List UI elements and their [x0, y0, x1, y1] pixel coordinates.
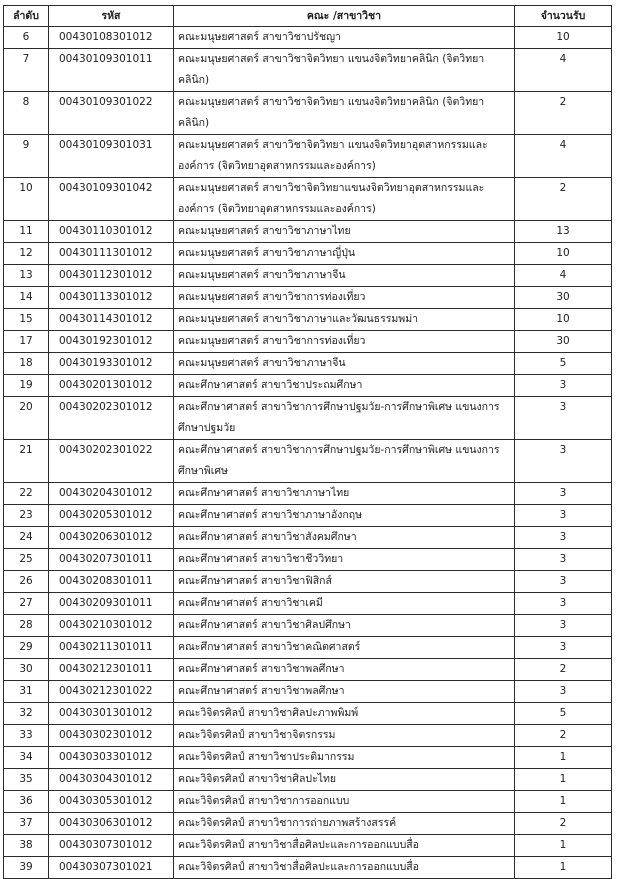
table-cell-faculty: คณะมนุษยศาสตร์ สาขาวิชาจิตวิทยา แขนงจิตวิทยาอุตสาหกรรมและองค์การ (จิตวิทยาอุตสาหกรรมและองค์การ) [174, 135, 515, 178]
table-cell-code: 00430209301011 [49, 593, 174, 615]
table-cell-code: 00430114301012 [49, 309, 174, 331]
table-cell-no: 20 [4, 397, 49, 440]
table-cell-no: 7 [4, 49, 49, 92]
table-cell-code: 00430108301012 [49, 27, 174, 49]
table-cell-seats: 3 [515, 549, 612, 571]
table-row [4, 397, 612, 440]
table-cell-no: 27 [4, 593, 49, 615]
table-cell-faculty: คณะวิจิตรศิลป์ สาขาวิชาสื่อศิลปะและการออกแบบสื่อ [174, 835, 515, 857]
table-cell-faculty: คณะศึกษาศาสตร์ สาขาวิชาภาษาอังกฤษ [174, 505, 515, 527]
table-cell-faculty: คณะวิจิตรศิลป์ สาขาวิชาสื่อศิลปะและการออกแบบสื่อ [174, 857, 515, 879]
table-row [4, 505, 612, 527]
table-cell-no: 14 [4, 287, 49, 309]
table-cell-seats: 1 [515, 835, 612, 857]
header-seats: จำนวนรับ [515, 6, 612, 27]
header-faculty: คณะ /สาขาวิชา [174, 6, 515, 27]
table-cell-seats: 1 [515, 747, 612, 769]
table-cell-no: 36 [4, 791, 49, 813]
header-code: รหัส [49, 6, 174, 27]
table-cell-no: 15 [4, 309, 49, 331]
table-row [4, 835, 612, 857]
table-row [4, 857, 612, 879]
table-row [4, 527, 612, 549]
table-cell-code: 00430206301012 [49, 527, 174, 549]
table-row [4, 243, 612, 265]
table-cell-no: 24 [4, 527, 49, 549]
table-cell-faculty: คณะวิจิตรศิลป์ สาขาวิชาจิตรกรรม [174, 725, 515, 747]
table-cell-faculty: คณะศึกษาศาสตร์ สาขาวิชาประถมศึกษา [174, 375, 515, 397]
table-cell-code: 00430307301012 [49, 835, 174, 857]
table-cell-faculty: คณะมนุษยศาสตร์ สาขาวิชาภาษาจีน [174, 265, 515, 287]
table-cell-seats: 4 [515, 135, 612, 178]
table-cell-faculty: คณะมนุษยศาสตร์ สาขาวิชาจิตวิทยา แขนงจิตวิทยาคลินิก (จิตวิทยาคลินิก) [174, 92, 515, 135]
table-cell-faculty: คณะมนุษยศาสตร์ สาขาวิชาภาษาญี่ปุ่น [174, 243, 515, 265]
table-row [4, 703, 612, 725]
table-cell-code: 00430211301011 [49, 637, 174, 659]
table-row [4, 309, 612, 331]
table-cell-seats: 30 [515, 287, 612, 309]
table-cell-no: 35 [4, 769, 49, 791]
table-cell-faculty: คณะวิจิตรศิลป์ สาขาวิชาการถ่ายภาพสร้างสรรค์ [174, 813, 515, 835]
table-cell-faculty: คณะมนุษยศาสตร์ สาขาวิชาภาษาจีน [174, 353, 515, 375]
table-row [4, 659, 612, 681]
table-cell-faculty: คณะศึกษาศาสตร์ สาขาวิชาภาษาไทย [174, 483, 515, 505]
table-cell-no: 25 [4, 549, 49, 571]
table-cell-code: 00430109301022 [49, 92, 174, 135]
table-cell-faculty: คณะมนุษยศาสตร์ สาขาวิชาภาษาและวัฒนธรรมพม่า [174, 309, 515, 331]
table-cell-seats: 30 [515, 331, 612, 353]
table-cell-no: 17 [4, 331, 49, 353]
table-cell-seats: 5 [515, 703, 612, 725]
table-cell-faculty: คณะวิจิตรศิลป์ สาขาวิชาประติมากรรม [174, 747, 515, 769]
table-cell-code: 00430305301012 [49, 791, 174, 813]
table-cell-seats: 3 [515, 615, 612, 637]
table-cell-code: 00430109301011 [49, 49, 174, 92]
table-cell-faculty: คณะมนุษยศาสตร์ สาขาวิชาจิตวิทยาแขนงจิตวิทยาอุตสาหกรรมและองค์การ (จิตวิทยาอุตสาหกรรมและองค์การ) [174, 178, 515, 221]
table-cell-seats: 1 [515, 791, 612, 813]
table-cell-code: 00430303301012 [49, 747, 174, 769]
table-cell-no: 34 [4, 747, 49, 769]
table-cell-no: 30 [4, 659, 49, 681]
table-cell-seats: 3 [515, 440, 612, 483]
table-cell-no: 9 [4, 135, 49, 178]
table-row [4, 178, 612, 221]
table-row [4, 615, 612, 637]
header-no: ลำดับ [4, 6, 49, 27]
table-cell-no: 6 [4, 27, 49, 49]
table-cell-seats: 2 [515, 178, 612, 221]
table-cell-faculty: คณะมนุษยศาสตร์ สาขาวิชาปรัชญา [174, 27, 515, 49]
table-row [4, 287, 612, 309]
table-cell-seats: 3 [515, 375, 612, 397]
table-cell-seats: 10 [515, 309, 612, 331]
table-row [4, 375, 612, 397]
table-cell-code: 00430202301022 [49, 440, 174, 483]
table-row [4, 221, 612, 243]
table-row [4, 725, 612, 747]
table-cell-no: 18 [4, 353, 49, 375]
table-cell-seats: 10 [515, 27, 612, 49]
table-cell-no: 8 [4, 92, 49, 135]
table-cell-faculty: คณะศึกษาศาสตร์ สาขาวิชาชีววิทยา [174, 549, 515, 571]
table-cell-no: 33 [4, 725, 49, 747]
table-cell-seats: 3 [515, 397, 612, 440]
table-row [4, 331, 612, 353]
table-cell-seats: 2 [515, 659, 612, 681]
table-row [4, 549, 612, 571]
table-cell-code: 00430202301012 [49, 397, 174, 440]
table-cell-code: 00430207301011 [49, 549, 174, 571]
table-cell-no: 11 [4, 221, 49, 243]
table-cell-no: 38 [4, 835, 49, 857]
table-cell-no: 23 [4, 505, 49, 527]
table-cell-faculty: คณะศึกษาศาสตร์ สาขาวิชาฟิสิกส์ [174, 571, 515, 593]
table-cell-code: 00430307301021 [49, 857, 174, 879]
table-cell-code: 00430110301012 [49, 221, 174, 243]
table-cell-faculty: คณะวิจิตรศิลป์ สาขาวิชาการออกแบบ [174, 791, 515, 813]
table-cell-no: 32 [4, 703, 49, 725]
table-cell-faculty: คณะศึกษาศาสตร์ สาขาวิชาเคมี [174, 593, 515, 615]
table-cell-no: 12 [4, 243, 49, 265]
table-cell-faculty: คณะศึกษาศาสตร์ สาขาวิชาสังคมศึกษา [174, 527, 515, 549]
table-cell-faculty: คณะมนุษยศาสตร์ สาขาวิชาจิตวิทยา แขนงจิตวิทยาคลินิก (จิตวิทยาคลินิก) [174, 49, 515, 92]
table-cell-no: 26 [4, 571, 49, 593]
table-cell-no: 19 [4, 375, 49, 397]
table-row [4, 747, 612, 769]
table-cell-faculty: คณะวิจิตรศิลป์ สาขาวิชาศิลปะภาพพิมพ์ [174, 703, 515, 725]
table-cell-seats: 1 [515, 857, 612, 879]
table-cell-seats: 4 [515, 49, 612, 92]
table-row [4, 135, 612, 178]
table-cell-code: 00430201301012 [49, 375, 174, 397]
table-cell-seats: 3 [515, 593, 612, 615]
table-cell-faculty: คณะมนุษยศาสตร์ สาขาวิชาการท่องเที่ยว [174, 287, 515, 309]
table-cell-faculty: คณะมนุษยศาสตร์ สาขาวิชาการท่องเที่ยว [174, 331, 515, 353]
header-row [4, 6, 612, 27]
table-cell-code: 00430301301012 [49, 703, 174, 725]
admission-quota-table [3, 5, 612, 879]
table-row [4, 353, 612, 375]
table-row [4, 92, 612, 135]
table-row [4, 483, 612, 505]
table-cell-no: 29 [4, 637, 49, 659]
table-cell-code: 00430212301022 [49, 681, 174, 703]
table-cell-faculty: คณะศึกษาศาสตร์ สาขาวิชาการศึกษาปฐมวัย-การศึกษาพิเศษ แขนงการศึกษาปฐมวัย [174, 397, 515, 440]
table-row [4, 593, 612, 615]
table-row [4, 791, 612, 813]
table-cell-seats: 3 [515, 637, 612, 659]
table-row [4, 637, 612, 659]
table-row [4, 571, 612, 593]
table-cell-faculty: คณะศึกษาศาสตร์ สาขาวิชาพลศึกษา [174, 659, 515, 681]
table-cell-seats: 3 [515, 505, 612, 527]
table-cell-faculty: คณะศึกษาศาสตร์ สาขาวิชาศิลปศึกษา [174, 615, 515, 637]
table-cell-code: 00430210301012 [49, 615, 174, 637]
table-cell-no: 31 [4, 681, 49, 703]
table-cell-no: 28 [4, 615, 49, 637]
table-cell-code: 00430205301012 [49, 505, 174, 527]
table-cell-code: 00430112301012 [49, 265, 174, 287]
table-cell-no: 13 [4, 265, 49, 287]
table-cell-code: 00430111301012 [49, 243, 174, 265]
table-cell-seats: 1 [515, 769, 612, 791]
table-cell-code: 00430109301031 [49, 135, 174, 178]
table-cell-code: 00430208301011 [49, 571, 174, 593]
table-cell-seats: 13 [515, 221, 612, 243]
table-row [4, 265, 612, 287]
table-cell-code: 00430204301012 [49, 483, 174, 505]
table-cell-seats: 2 [515, 92, 612, 135]
table-cell-code: 00430302301012 [49, 725, 174, 747]
table-cell-code: 00430192301012 [49, 331, 174, 353]
table-cell-no: 21 [4, 440, 49, 483]
table-cell-code: 00430212301011 [49, 659, 174, 681]
table-row [4, 681, 612, 703]
table-cell-code: 00430306301012 [49, 813, 174, 835]
table-cell-seats: 5 [515, 353, 612, 375]
table-row [4, 769, 612, 791]
table-cell-code: 00430304301012 [49, 769, 174, 791]
table-cell-code: 00430193301012 [49, 353, 174, 375]
table-cell-seats: 3 [515, 571, 612, 593]
table-header [4, 6, 612, 27]
table-cell-faculty: คณะศึกษาศาสตร์ สาขาวิชาพลศึกษา [174, 681, 515, 703]
table-cell-no: 39 [4, 857, 49, 879]
table-cell-seats: 2 [515, 813, 612, 835]
table-cell-code: 00430109301042 [49, 178, 174, 221]
table-cell-no: 37 [4, 813, 49, 835]
table-cell-seats: 3 [515, 527, 612, 549]
table-row [4, 27, 612, 49]
table-row [4, 440, 612, 483]
table-cell-faculty: คณะวิจิตรศิลป์ สาขาวิชาศิลปะไทย [174, 769, 515, 791]
table-row [4, 49, 612, 92]
table-cell-seats: 4 [515, 265, 612, 287]
table-body [4, 27, 612, 879]
table-cell-seats: 3 [515, 681, 612, 703]
table-cell-seats: 3 [515, 483, 612, 505]
table-cell-faculty: คณะศึกษาศาสตร์ สาขาวิชาคณิตศาสตร์ [174, 637, 515, 659]
table-cell-seats: 2 [515, 725, 612, 747]
table-cell-faculty: คณะมนุษยศาสตร์ สาขาวิชาภาษาไทย [174, 221, 515, 243]
table-cell-faculty: คณะศึกษาศาสตร์ สาขาวิชาการศึกษาปฐมวัย-การศึกษาพิเศษ แขนงการศึกษาพิเศษ [174, 440, 515, 483]
table-cell-code: 00430113301012 [49, 287, 174, 309]
table-cell-no: 10 [4, 178, 49, 221]
table-row [4, 813, 612, 835]
table-cell-seats: 10 [515, 243, 612, 265]
table-cell-no: 22 [4, 483, 49, 505]
